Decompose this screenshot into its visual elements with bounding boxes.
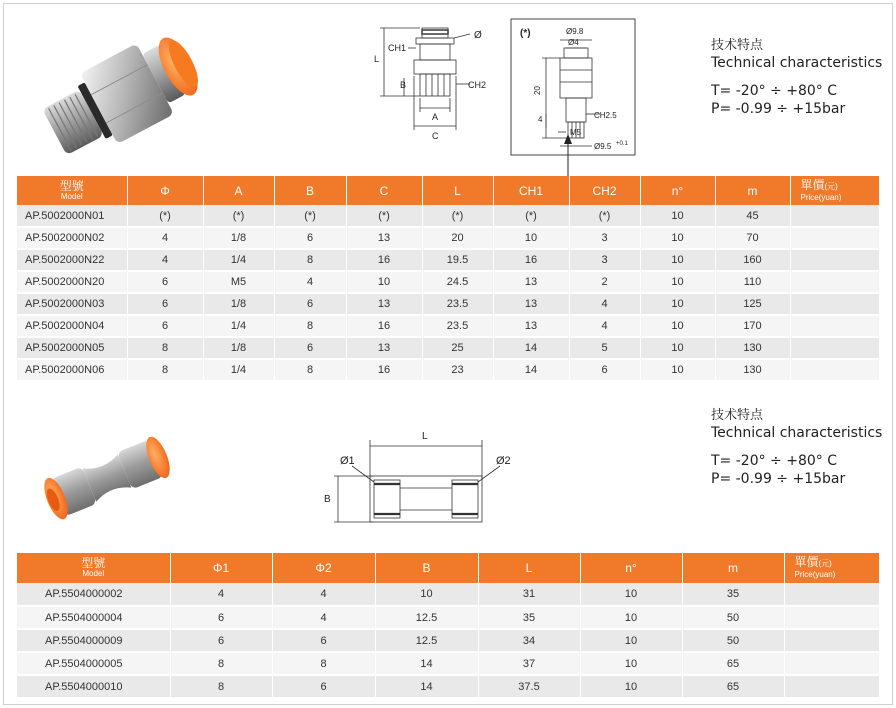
table-cell: 1/4 [203,249,274,271]
model-cell: AP.5504000002 [17,583,170,606]
table-cell: 14 [375,675,478,698]
tech-title-cn: 技术特点 [711,38,764,53]
table-cell: 6 [274,227,346,249]
table-cell: 10 [640,205,715,227]
table-cell [790,205,879,227]
table-cell [790,271,879,293]
drawing-b-label: B [400,80,407,90]
table-cell: 10 [580,629,682,652]
drawing-l-label: L [374,54,380,64]
table-cell: 12.5 [375,629,478,652]
drawing-ch1-label: CH1 [388,43,407,53]
table-cell: (*) [127,205,203,227]
table-cell: 170 [715,315,790,337]
table-row [17,359,879,381]
column-header-unit: (元) [818,559,832,568]
table-cell: 10 [640,249,715,271]
table-cell [790,315,879,337]
table-row [17,337,879,359]
table-cell: 70 [715,227,790,249]
temperature-range: T= -20° ÷ +80° C [711,453,837,469]
table-cell: 6 [272,629,375,652]
detail-tolerance-label: +0.1 [616,141,628,147]
tech-characteristics-1 [711,38,882,118]
column-header [422,176,493,205]
model-cell: AP.5002000N22 [17,249,127,271]
table-cell: 6 [127,271,203,293]
table-cell: 13 [346,227,422,249]
table-row [17,583,879,606]
table-cell: 160 [715,249,790,271]
table-cell [790,293,879,315]
column-header [493,176,569,205]
column-header [17,553,170,583]
table-cell: (*) [203,205,274,227]
detail-d98-label: Ø9.8 [566,27,584,36]
model-cell: AP.5002000N01 [17,205,127,227]
table-cell: 130 [715,359,790,381]
union-l-label: L [422,431,428,442]
table-cell: 65 [682,675,784,698]
table-cell: 5 [569,337,640,359]
table-cell: 6 [170,606,272,629]
column-header-label: 單價 [794,555,819,569]
union-b-label: B [324,494,331,505]
column-header-label: CH1 [518,183,543,198]
table-cell: (*) [422,205,493,227]
table-cell: 4 [127,249,203,271]
table-row [17,249,879,271]
column-header [569,176,640,205]
model-cell: AP.5504000010 [17,675,170,698]
table-cell: M5 [203,271,274,293]
table-row [17,675,879,698]
table-cell: 4 [170,583,272,606]
table-cell [790,359,879,381]
pressure-range: P= -0.99 ÷ +15bar [711,471,846,487]
column-header-sublabel: Model [82,569,105,578]
table-cell: 125 [715,293,790,315]
union-connector-drawing [318,422,528,532]
table-cell: 3 [569,227,640,249]
column-header-sublabel: Model [60,191,83,201]
table-cell: 12.5 [375,606,478,629]
model-cell: AP.5002000N20 [17,271,127,293]
detail-d95-label: Ø9.5 [594,142,612,151]
table-cell: 16 [346,359,422,381]
m5-detail-drawing [510,18,642,180]
column-header [682,553,784,583]
table-cell: 10 [640,227,715,249]
table-cell: 10 [580,675,682,698]
table-cell: 8 [274,359,346,381]
table-cell: 50 [682,606,784,629]
column-header [17,176,127,205]
table-cell: (*) [346,205,422,227]
union-d2-label: Ø2 [496,455,511,467]
table-cell: 34 [478,629,580,652]
table-cell: 25 [422,337,493,359]
table-cell: 16 [346,249,422,271]
detail-star-label: (*) [520,28,531,39]
table-cell: 8 [170,652,272,675]
column-header [640,176,715,205]
table-cell: 10 [580,606,682,629]
table-cell: 8 [274,315,346,337]
table-cell: 35 [682,583,784,606]
column-header-label: 單價 [800,177,825,192]
column-header [478,553,580,583]
column-header-label: C [379,183,389,198]
detail-20-label: 20 [533,86,542,95]
table-cell: 6 [274,337,346,359]
column-header-label: 型號 [81,556,106,570]
table-cell: (*) [493,205,569,227]
table-cell: 14 [375,652,478,675]
table-cell: 4 [569,315,640,337]
column-header-label: A [234,183,243,198]
column-header-label: m [747,183,758,198]
column-header-label: Φ1 [212,561,230,575]
union-connector-photo [32,428,182,528]
table-cell: 1/8 [203,293,274,315]
temperature-range: T= -20° ÷ +80° C [711,83,837,99]
pressure-range: P= -0.99 ÷ +15bar [711,101,846,117]
table-cell: 110 [715,271,790,293]
drawing-a-label: A [432,112,439,122]
table-row [17,652,879,675]
table-row [17,205,879,227]
table-cell: 1/8 [203,337,274,359]
column-header [127,176,203,205]
table-cell [784,675,879,698]
detail-ch25-label: CH2.5 [594,111,617,120]
table-cell: 4 [272,606,375,629]
table-cell: 6 [272,675,375,698]
table-header-row [17,553,879,583]
table-cell: 16 [493,249,569,271]
table-cell: 13 [493,315,569,337]
table-cell [784,652,879,675]
model-cell: AP.5504000004 [17,606,170,629]
table-cell [790,227,879,249]
table-cell: 31 [478,583,580,606]
table-cell: 6 [274,293,346,315]
table-cell: 10 [580,652,682,675]
table-cell: 23 [422,359,493,381]
column-header-label: m [728,561,738,575]
table-cell: 3 [569,249,640,271]
model-cell: AP.5002000N04 [17,315,127,337]
drawing-ch2-label: CH2 [468,80,487,90]
table-cell: 4 [272,583,375,606]
drawing-c-label: C [432,131,439,141]
table-cell: 6 [569,359,640,381]
table-cell: 2 [569,271,640,293]
table-cell: 10 [640,315,715,337]
tech-title-cn: 技术特点 [711,408,764,423]
column-header-label: B [305,183,314,198]
column-header-label: Φ2 [315,561,332,575]
table-row [17,629,879,652]
table-cell: 4 [274,271,346,293]
table-cell: 13 [346,337,422,359]
table-cell: 1/4 [203,359,274,381]
table-cell: 1/8 [203,227,274,249]
table-cell: 45 [715,205,790,227]
column-header-sublabel: Price(yuan) [800,192,842,202]
table-row [17,606,879,629]
column-header-label: L [454,183,461,198]
column-header-label: n° [625,561,637,575]
table-cell: 6 [127,315,203,337]
table-cell: 13 [493,293,569,315]
table-cell: 23.5 [422,293,493,315]
table-cell: 10 [580,583,682,606]
column-header [170,553,272,583]
table-cell [790,337,879,359]
table-cell: 13 [493,271,569,293]
table-cell: 23.5 [422,315,493,337]
table-cell: 16 [346,315,422,337]
table-cell: 19.5 [422,249,493,271]
table-cell: 24.5 [422,271,493,293]
table-cell: 10 [640,271,715,293]
column-header [580,553,682,583]
detail-d4-label: Ø4 [568,38,579,47]
column-header-label: Φ [160,183,170,198]
table-cell: 37.5 [478,675,580,698]
table-cell: 1/4 [203,315,274,337]
table-cell: 130 [715,337,790,359]
table-cell: 8 [127,359,203,381]
column-header-label: L [525,561,533,575]
column-header [203,176,274,205]
table-cell: 14 [493,359,569,381]
column-header [790,176,879,205]
column-header [715,176,790,205]
table-cell: 8 [274,249,346,271]
model-cell: AP.5504000009 [17,629,170,652]
union-d1-label: Ø1 [340,455,355,467]
table-cell: 10 [640,337,715,359]
column-header-label: B [422,561,431,575]
column-header [346,176,422,205]
column-header [784,553,879,583]
table-cell [784,606,879,629]
table-cell: 10 [375,583,478,606]
column-header-label: n° [671,183,684,198]
male-connector-photo [30,18,220,158]
column-header-unit: (元) [824,181,838,191]
model-cell: AP.5002000N02 [17,227,127,249]
column-header [272,553,375,583]
table-cell: 8 [127,337,203,359]
model-cell: AP.5002000N06 [17,359,127,381]
spec-table-union-connector [17,553,879,699]
table-cell: (*) [274,205,346,227]
table-cell: 14 [493,337,569,359]
model-cell: AP.5002000N05 [17,337,127,359]
table-cell: 6 [170,629,272,652]
model-cell: AP.5504000005 [17,652,170,675]
table-row [17,293,879,315]
table-cell: 35 [478,606,580,629]
table-row [17,315,879,337]
table-row [17,271,879,293]
male-connector-drawing [370,18,500,148]
column-header-label: CH2 [592,183,617,198]
table-cell: 10 [493,227,569,249]
table-cell: 10 [640,293,715,315]
drawing-phi-label: Ø [474,30,482,41]
table-cell: 6 [127,293,203,315]
table-cell: 8 [272,652,375,675]
table-cell: 8 [170,675,272,698]
table-cell: 37 [478,652,580,675]
tech-title-en: Technical characteristics [711,55,883,71]
table-cell [784,629,879,652]
tech-characteristics-2 [711,408,882,488]
column-header [375,553,478,583]
detail-4-label: 4 [538,115,543,124]
table-cell: 65 [682,652,784,675]
table-header-row [17,176,879,205]
table-cell [784,583,879,606]
table-cell: (*) [569,205,640,227]
tech-title-en: Technical characteristics [711,425,883,441]
column-header-label: 型號 [59,178,84,193]
column-header [274,176,346,205]
table-cell: 50 [682,629,784,652]
table-cell: 4 [127,227,203,249]
model-cell: AP.5002000N03 [17,293,127,315]
table-cell: 13 [346,293,422,315]
table-cell [790,249,879,271]
table-cell: 10 [640,359,715,381]
column-header-sublabel: Price(yuan) [794,570,836,579]
table-cell: 20 [422,227,493,249]
table-cell: 4 [569,293,640,315]
table-row [17,227,879,249]
detail-m5-label: M5 [570,128,582,137]
table-cell: 10 [346,271,422,293]
spec-table-male-connector [17,176,879,382]
